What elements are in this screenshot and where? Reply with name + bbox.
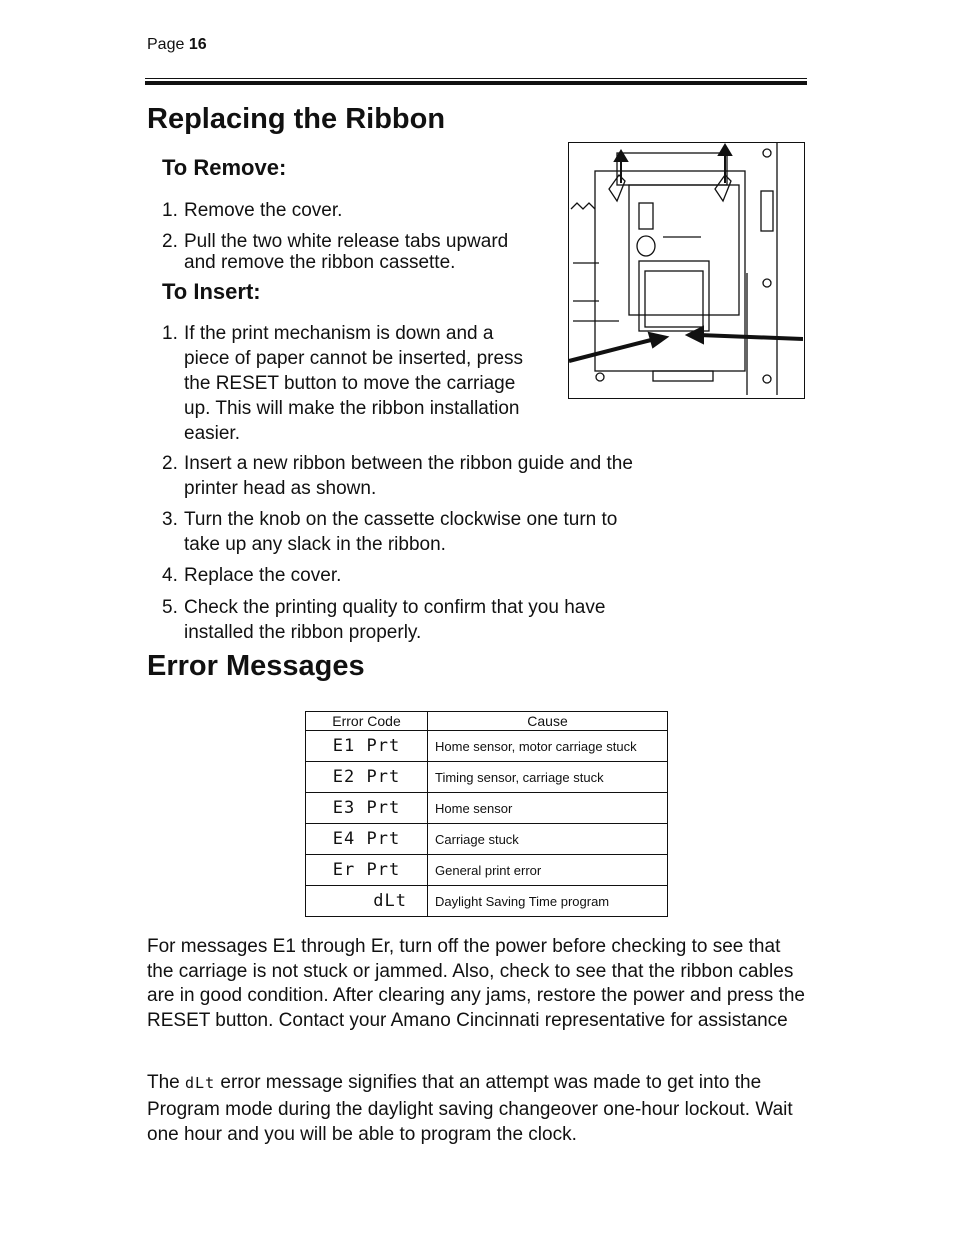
insert-step-2: 2. Insert a new ribbon between the ribbon guide and the printer head as shown. bbox=[162, 453, 633, 499]
error-code-cell: E2 Prt bbox=[306, 762, 428, 793]
header-rule-thick bbox=[145, 81, 807, 85]
error-code-cell: E3 Prt bbox=[306, 793, 428, 824]
column-header-cause: Cause bbox=[428, 712, 668, 731]
section-title-error-messages: Error Messages bbox=[147, 650, 365, 682]
ribbon-diagram-svg bbox=[569, 143, 803, 397]
section-title-replacing-ribbon: Replacing the Ribbon bbox=[147, 103, 446, 135]
error-cause-cell: Timing sensor, carriage stuck bbox=[428, 762, 668, 793]
table-row bbox=[306, 824, 668, 855]
error-code-cell: Er Prt bbox=[306, 855, 428, 886]
header-rule-thin bbox=[145, 78, 807, 79]
table-row bbox=[306, 886, 668, 917]
heading-to-remove: To Remove: bbox=[162, 155, 287, 180]
remove-step-2-cont: and remove the ribbon cassette. bbox=[184, 252, 456, 273]
error-cause-cell: Carriage stuck bbox=[428, 824, 668, 855]
error-cause-cell: Daylight Saving Time program bbox=[428, 886, 668, 917]
error-code-cell: E4 Prt bbox=[306, 824, 428, 855]
table-row bbox=[306, 762, 668, 793]
ribbon-cassette-illustration bbox=[568, 142, 805, 399]
column-header-error-code: Error Code bbox=[306, 712, 428, 731]
dlt-explanation-paragraph: The dLt error message signifies that an attempt was made to get into the Program mode during the daylight saving changeover one-hour lockout. Wait one hour and you will be able to program the clock. bbox=[147, 1072, 793, 1145]
table-row bbox=[306, 793, 668, 824]
error-code-cell: E1 Prt bbox=[306, 731, 428, 762]
insert-step-5: 5. Check the printing quality to confirm that you have installed the ribbon properly. bbox=[162, 597, 606, 643]
page-number: Page 16 bbox=[147, 36, 207, 53]
table-row bbox=[306, 731, 668, 762]
heading-to-insert: To Insert: bbox=[162, 279, 261, 304]
table-row bbox=[306, 855, 668, 886]
remove-step-1: 1. Remove the cover. bbox=[162, 200, 343, 221]
error-cause-cell: Home sensor, motor carriage stuck bbox=[428, 731, 668, 762]
remove-step-2: 2. Pull the two white release tabs upward bbox=[162, 231, 509, 252]
insert-step-1: 1. If the print mechanism is down and a piece of paper cannot be inserted, press the RESET button to move the carriage up. This will make the ribbon installation easier. bbox=[162, 323, 524, 444]
error-code-cell: dLt bbox=[306, 886, 428, 917]
insert-step-4: 4. Replace the cover. bbox=[162, 565, 342, 586]
insert-step-3: 3. Turn the knob on the cassette clockwise one turn to take up any slack in the ribbon. bbox=[162, 509, 618, 555]
error-instructions-paragraph: For messages E1 through Er, turn off the power before checking to see that the carriage is not stuck or jammed. Also, check to see that the ribbon cables are in good condition. After clearing any jams, restore the power and press the RESET button. Contact your Amano Cincinnati representative for assistance bbox=[147, 936, 805, 1031]
error-cause-cell: General print error bbox=[428, 855, 668, 886]
table-header-row bbox=[306, 712, 668, 731]
error-code-table bbox=[305, 711, 668, 917]
error-cause-cell: Home sensor bbox=[428, 793, 668, 824]
